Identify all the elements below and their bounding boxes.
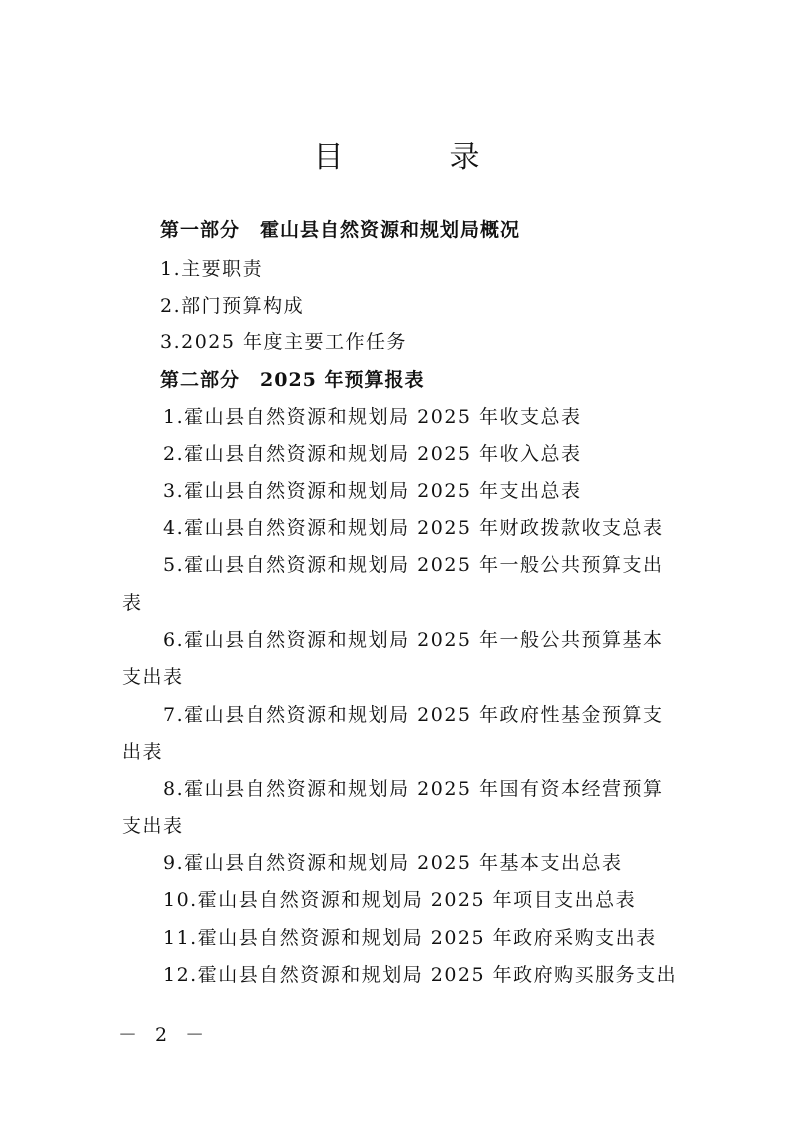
part1-item: 1.主要职责 (160, 258, 264, 280)
part2-item-continuation: 支出表 (122, 666, 184, 688)
part2-item-continuation: 支出表 (122, 815, 184, 837)
part2-item: 10.霍山县自然资源和规划局 2025 年项目支出总表 (163, 889, 637, 911)
part2-item: 2.霍山县自然资源和规划局 2025 年收入总表 (163, 443, 582, 465)
part2-item: 12.霍山县自然资源和规划局 2025 年政府购买服务支出 (163, 964, 678, 986)
part1-heading: 第一部分 霍山县自然资源和规划局概况 (160, 219, 521, 241)
page-number: － 2 － (118, 1024, 211, 1046)
part1-item: 3.2025 年度主要工作任务 (160, 331, 408, 353)
part2-item-continuation: 出表 (122, 741, 164, 763)
part2-item: 11.霍山县自然资源和规划局 2025 年政府采购支出表 (163, 927, 657, 949)
part2-item: 1.霍山县自然资源和规划局 2025 年收支总表 (163, 406, 582, 428)
part2-item: 5.霍山县自然资源和规划局 2025 年一般公共预算支出 (163, 554, 664, 576)
part2-item-continuation: 表 (122, 592, 143, 614)
part2-item: 7.霍山县自然资源和规划局 2025 年政府性基金预算支 (163, 704, 664, 726)
part2-item: 4.霍山县自然资源和规划局 2025 年财政拨款收支总表 (163, 517, 664, 539)
part2-heading: 第二部分 2025 年预算报表 (160, 369, 425, 391)
part2-item: 3.霍山县自然资源和规划局 2025 年支出总表 (163, 480, 582, 502)
part2-item: 9.霍山县自然资源和规划局 2025 年基本支出总表 (163, 852, 623, 874)
part2-item: 8.霍山县自然资源和规划局 2025 年国有资本经营预算 (163, 778, 664, 800)
part2-item: 6.霍山县自然资源和规划局 2025 年一般公共预算基本 (163, 629, 664, 651)
page-title: 目 录 (313, 140, 518, 175)
part1-item: 2.部门预算构成 (160, 295, 305, 317)
